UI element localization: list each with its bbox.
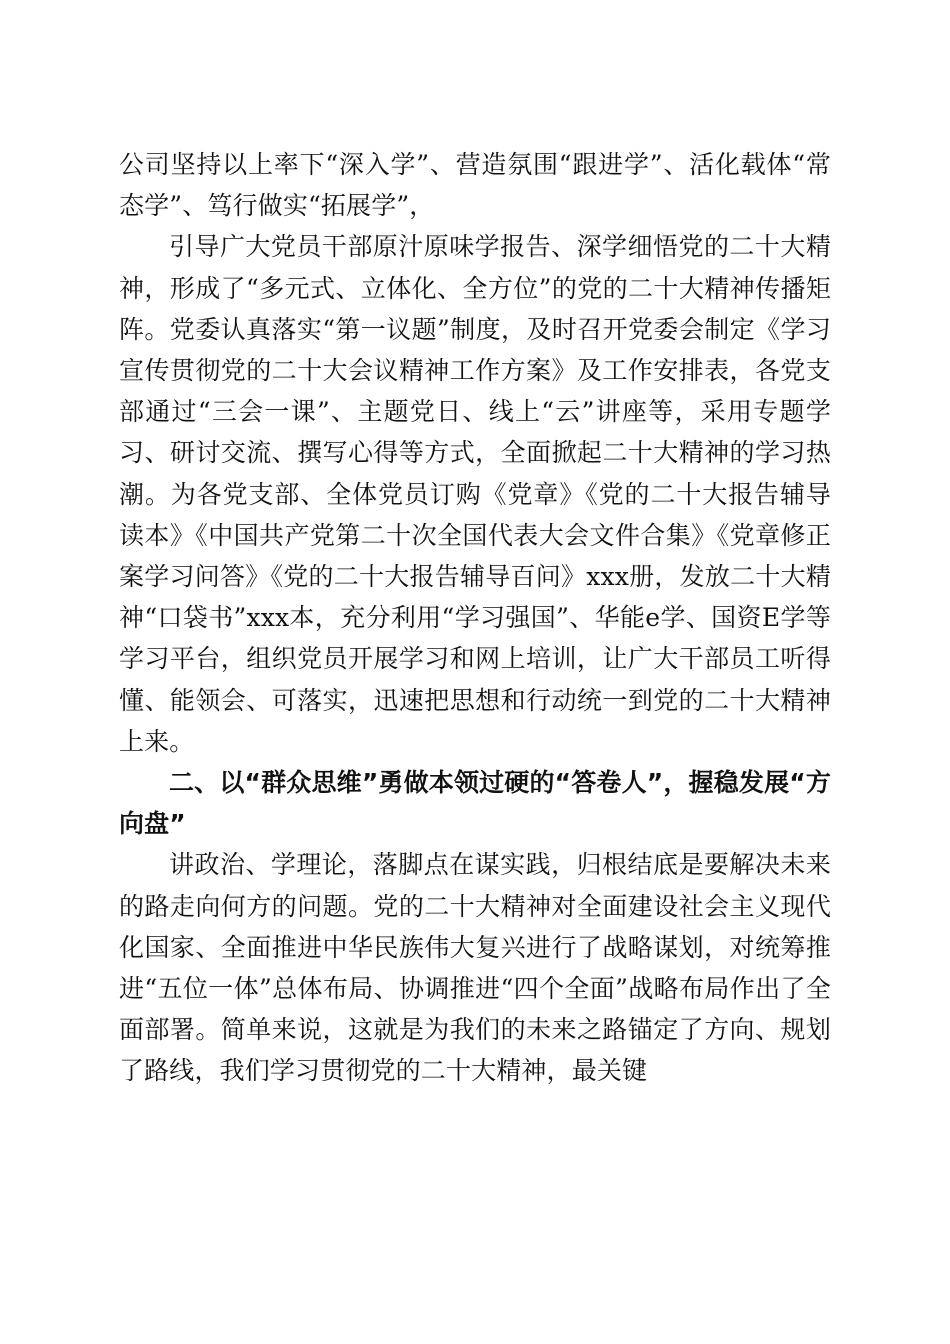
document-body — [119, 144, 831, 1092]
paragraph-study-activities: 引导广大党员干部原汁原味学报告、深学细悟党的二十大精神，形成了“多元式、立体化、全方位”的党的二十大精神传播矩阵。党委认真落实“第一议题”制度，及时召开党委会制定《学习宣传贯彻党的二十大会议精神工作方案》及工作安排表，各党支部通过“三会一课”、主题党日、线上“云”讲座等，采用专题学习、研讨交流、撰写心得等方式，全面掀起二十大精神的学习热潮。为各党支部、全体党员订购《党章》《党的二十大报告辅导读本》《中国共产党第二十次全国代表大会文件合集》《党章修正案学习问答》《党的二十大报告辅导百问》xxx册，发放二十大精神“口袋书”xxx本，充分利用“学习强国”、华能e学、国资E学等学习平台，组织党员开展学习和网上培训，让广大干部员工听得懂、能领会、可落实，迅速把思想和行动统一到党的二十大精神上来。 — [119, 232, 831, 756]
paragraph-future-direction: 讲政治、学理论，落脚点在谋实践，归根结底是要解决未来的路走向何方的问题。党的二十大精神对全面建设社会主义现代化国家、全面推进中华民族伟大复兴进行了战略谋划，对统筹推进“五位一体”总体布局、协调推进“四个全面”战略布局作出了全面部署。简单来说，这就是为我们的未来之路锚定了方向、规划了路线，我们学习贯彻党的二十大精神，最关键 — [119, 850, 831, 1086]
section-heading-two: 二、以“群众思维”勇做本领过硬的“答卷人”，握稳发展“方向盘” — [119, 768, 831, 839]
paragraph-study-methods: 公司坚持以上率下“深入学”、营造氛围“跟进学”、活化载体“常态学”、笃行做实“拓展学”， — [119, 150, 831, 221]
